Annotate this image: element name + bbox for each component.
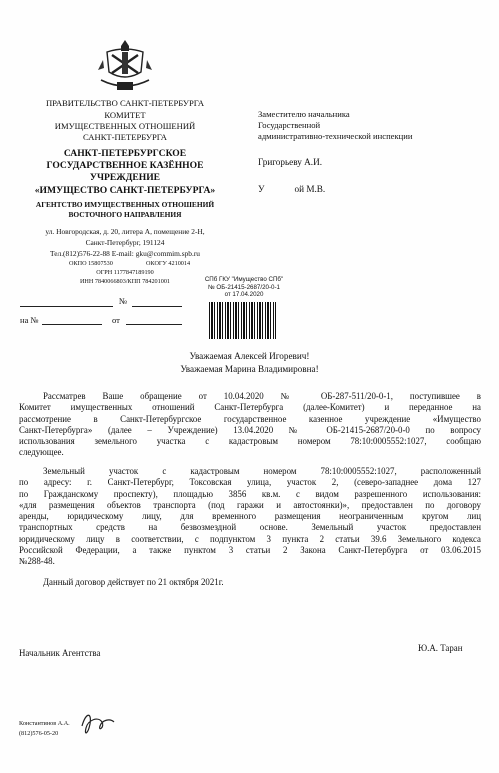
agency-title: ВОСТОЧНОГО НАПРАВЛЕНИЯ (68, 210, 182, 219)
reference-number-line (42, 324, 102, 325)
number-sign: № (119, 296, 128, 306)
committee-title: ИМУЩЕСТВЕННЫХ ОТНОШЕНИЙ (54, 121, 196, 131)
body-line: «для размещения объектов транспорта (под гаражи и автостоянки)», предоставлен по договору (19, 499, 481, 510)
body-paragraph-2 (19, 466, 481, 568)
stamp-line: от 17.04.2020 (224, 291, 264, 298)
sender-okpo: ОКПО 15807530 (69, 260, 113, 267)
addressee-position: Заместителю начальника (258, 109, 350, 119)
body-line: использования земельного участка с кадастровым номером 78:10:0005552:1027, сообщаю (19, 436, 481, 447)
body-line: по Гражданскому проспекту), площадью 3856 кв.м. с видом разрешенного использования: (19, 488, 481, 499)
institution-title: «ИМУЩЕСТВО САНКТ-ПЕТЕРБУРГА» (34, 185, 216, 196)
addressee-position: Государственной (258, 120, 321, 130)
body-line: Рассматрев Ваше обращение от 10.04.2020 № ОБ-287-511/20-0-1, поступившее в (43, 391, 481, 401)
institution-title: ГОСУДАРСТВЕННОЕ КАЗЁННОЕ (46, 160, 204, 171)
body-line: №288-48. (19, 556, 55, 567)
body-line: юридическому лицу в соответствии, с подпунктом 3 пункта 2 статьи 39.6 Земельного кодекса (19, 533, 481, 544)
body-paragraph-1 (19, 391, 481, 459)
addressee-name-part: ой М.В. (294, 184, 326, 194)
incoming-stamp (200, 276, 288, 299)
body-line: Российской Федерации, а также пунктом 3 статьи 2 Закона Санкт-Петербурга от 03.06.2015 (19, 545, 481, 556)
committee-title: САНКТ-ПЕТЕРБУРГА (82, 132, 168, 142)
body-paragraph-3: Данный договор действует по 21 октября 2021г. (43, 577, 224, 587)
handwritten-signature (80, 708, 116, 743)
sender-inn: ИНН 7840066803/КПП 784201001 (79, 278, 171, 285)
addressee-name (258, 184, 325, 194)
committee-title: КОМИТЕТ (104, 110, 146, 120)
addressee-position: административно-технической инспекции (258, 131, 413, 141)
body-line: следующее. (19, 447, 64, 458)
executor-phone: (812)576-05-20 (19, 730, 59, 737)
coat-of-arms-emblem (95, 38, 155, 99)
stamp-line: № ОБ-21415-2687/20-0-1 (208, 283, 280, 291)
outgoing-number-line (20, 306, 113, 307)
body-line: Санкт-Петербурга» (далее – Учреждение) 13.04.2020 № ОБ-21415-2687/20-0-0 по вопросу (19, 424, 481, 435)
sender-address: ул. Новгородская, д. 20, литера А, помещение 2-Н, (45, 227, 205, 236)
sender-okogu: ОКОГУ 4210014 (146, 260, 191, 267)
body-line: транспортных средств на безвозмездной основе. Земельный участок предоставлен (19, 522, 481, 533)
outgoing-date-line (132, 306, 182, 307)
sender-address: Санкт-Петербург, 191124 (85, 238, 165, 247)
institution-title: УЧРЕЖДЕНИЕ (89, 172, 161, 183)
sender-contacts: Тел.(812)576-22-88 E-mail: gku@commim.spb.ru (50, 249, 200, 258)
reference-date-line (126, 324, 182, 325)
institution-title: САНКТ-ПЕТЕРБУРГСКОЕ (63, 148, 187, 159)
addressee-name: Григорьеву А.И. (258, 157, 323, 167)
sender-ogrn: ОГРН 1177847189190 (96, 269, 154, 276)
greeting: Уважаемая Марина Владимировна! (180, 364, 319, 374)
government-title: ПРАВИТЕЛЬСТВО САНКТ-ПЕТЕРБУРГА (45, 98, 205, 108)
agency-title: АГЕНТСТВО ИМУЩЕСТВЕННЫХ ОТНОШЕНИЙ (35, 200, 215, 209)
body-line: аренды, юридическому лицу, для временного размещения неограниченным кругом лиц (19, 511, 481, 522)
greeting: Уважаемая Алексей Игоревич! (189, 351, 310, 361)
body-line: Земельный участок с кадастровым номером 78:10:0005552:1027, расположенный (43, 466, 481, 476)
body-line: рассмотрение в Санкт-Петербургское государственное казенное учреждение «Имущество (19, 413, 481, 424)
reference-date-label: от (112, 315, 120, 325)
addressee-name-part: У (258, 184, 265, 194)
signatory-position: Начальник Агентства (19, 648, 101, 658)
body-line: Комитет имущественных отношений Санкт-Петербурга (далее-Комитет) и переданное на (19, 402, 481, 413)
executor-name: Константинов А.А. (19, 720, 70, 727)
reference-number-label: на № (20, 315, 39, 325)
signatory-name: Ю.А. Таран (418, 643, 463, 653)
barcode (209, 302, 276, 339)
body-line: по адресу: г. Санкт-Петербург, Токсовская улица, участок 2, (северо-западнее дома 127 (19, 477, 481, 488)
stamp-line: СПб ГКУ "Имущество СПб" (204, 276, 284, 283)
